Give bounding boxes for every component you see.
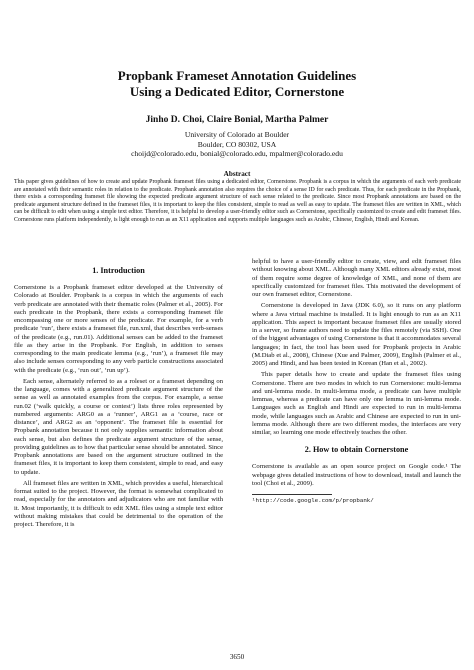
affiliation-emails: choijd@colorado.edu, bonial@colorado.edu, mpalmer@colorado.edu: [131, 149, 343, 159]
section-heading-introduction: 1. Introduction: [92, 266, 145, 275]
affiliation-university: University of Colorado at Boulder: [184, 130, 290, 139]
intro-paragraph-3: All frameset files are written in XML, which provides a useful, hierarchical format suited to the project. However, the format is somewhat complicated to read, especially for the annotators and adjudicators who are not familiar with it. Most importantly, it is difficult to edit XML files using a simple text editor without making mistakes that could be detrimental to the operation of the project. Therefore, it is: [14, 479, 223, 528]
paper-authors: Jinho D. Choi, Claire Bonial, Martha Palmer: [145, 115, 329, 125]
title-line-2: Using a Dedicated Editor, Cornerstone: [129, 84, 345, 99]
left-column: [14, 258, 223, 532]
obtain-paragraph: Cornerstone is available as an open source project on Google code.¹ The webpage gives detailed instructions of how to download, install and launch the tool (Choi et al., 2009).: [252, 463, 461, 487]
paper-title: [0, 68, 474, 100]
affiliation: [0, 130, 474, 159]
intro-paragraph-1: Cornerstone is a Propbank frameset editor developed at the University of Colorado at Boulder. Propbank is a corpus in which the arguments of each verb predicate are annotated with their thematic roles (Palmer et al., 2005). For each predicate in the Propbank, there exists a corresponding frameset file encompassing one or more senses of the predicate. For example, for a verb predicate ‘run’, there exists a frameset file, run.xml, that describes verb-senses of the predicate (e.g., run.01). Additional senses can be added to the frameset file as they arise in the Propbank. For English, in addition to senses corresponding to the main predicate lemma (e.g., ‘run’), a frameset file may also include senses corresponding to any verb particle constructions associated with the predicate (e.g., ‘run out’, ‘run up’).: [14, 284, 223, 374]
abstract-body: This paper gives guidelines of how to create and update Propbank frameset files using a dedicated editor, Cornerstone. Propbank is a corpus in which the arguments of each verb predicate are annotated with their semantic roles in relation to the predicate. Propbank annotation also requires the choice of a sense ID for each predicate. Thus, for each predicate in the Propbank, there exists a corresponding frameset file showing the expected predicate argument structure of each sense related to the predicate. Since most Propbank annotations are based on the predicate argument structure defined in the frameset files, it is important to keep the files consistent, simple to read as well as easy to update. The frameset files are written in XML, which can be difficult to edit when using a simple text editor. Therefore, it is helpful to develop a user-friendly editor such as Cornerstone, specifically customized to create and edit frameset files. Cornerstone runs platform independently, is light enough to run as an X11 application and supports multiple languages such as Arabic, Chinese, English, Hindi and Korean.: [14, 179, 461, 223]
intro-paragraph-2: Each sense, alternately referred to as a roleset or a frameset depending on the language, comes with a generalized predicate argument structure of the sense as well as annotated examples from the corpus. For example, a sense run.02 (‘walk quickly, a course or contest’) lists three roles represented by numbered arguments: ARG0 as a ‘runner’, ARG1 as a ‘course, race or distance’, and ARG2 as an ‘opponent’. The frameset file is essential for Propbank annotation because it not only supplies semantic information about each sense, but also defines the predicate argument structure of the sense, providing guidelines as to how that particular sense should be annotated. Since Propbank annotations are based on the argument structure outlined in the frameset files, it is important to keep them consistent, simple to read, and easy to update.: [14, 377, 223, 476]
title-line-1: Propbank Frameset Annotation Guidelines: [117, 68, 357, 83]
page-number: 3650: [229, 653, 245, 661]
footnote-divider: [252, 494, 332, 495]
affiliation-address: Boulder, CO 80302, USA: [197, 139, 277, 149]
intro-paragraph-5: Cornerstone is developed in Java (JDK 6.0), so it runs on any platform where a Java virtual machine is installed. It is light enough to run as an X11 application. This aspect is important because frameset files are usually stored in a server, so frame authors need to update the files remotely (via SSH). One of the biggest advantages of using Cornerstone is that it accommodates several languages; in fact, the tool has been used for Propbank projects in Arabic (M.Diab et al., 2008), Chinese (Xue and Palmer, 2009), English (Palmer et al., 2005) and Hindi, and has been tested in Korean (Han et al., 2002).: [252, 302, 461, 367]
abstract-heading: Abstract: [223, 170, 251, 178]
section-heading-obtain: 2. How to obtain Cornerstone: [304, 445, 409, 455]
intro-paragraph-6: This paper details how to create and update the frameset files using Cornerstone. There are two modes in which to run Cornerstone: multi-lemma and uni-lemma mode. In multi-lemma mode, a predicate can have multiple lemmas, whereas a predicate can have only one lemma in uni-lemma mode. Languages such as English and Hindi are expected to run in multi-lemma mode, while languages such as Arabic and Chinese are expected to run in uni-lemma mode. Although there are two different modes, the interfaces are very similar, so learning one mode effectively teaches the other.: [252, 371, 461, 436]
right-column: [252, 258, 461, 504]
footnote-link[interactable]: ¹http://code.google.com/p/propbank/: [252, 497, 374, 504]
intro-paragraph-4: helpful to have a user-friendly editor to create, view, and edit frameset files without knowing about XML. Although many XML editors already exist, most of them require some degree of knowledge of XML, and none of them are specifically customized for frameset files. This motivated the development of our own frameset editor, Cornerstone.: [252, 258, 461, 298]
